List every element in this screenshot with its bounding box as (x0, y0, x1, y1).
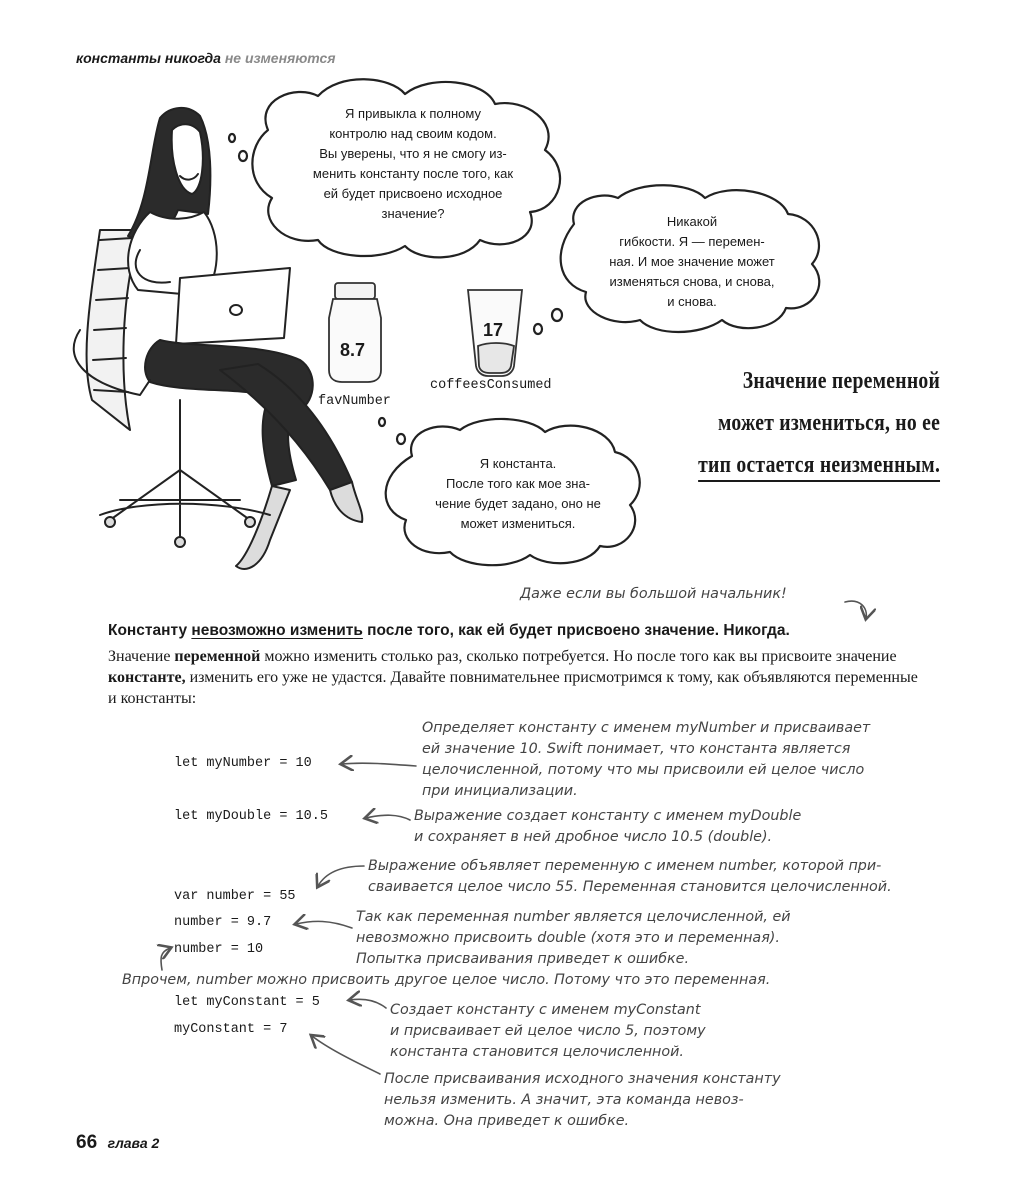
page-footer (76, 1132, 159, 1154)
annotation-arrows (0, 580, 1036, 1080)
heading-underlined: невозможно изменить (191, 622, 363, 639)
header-light: не изменяются (224, 50, 336, 66)
header-bold: константы никогда (76, 50, 221, 66)
code-line: myConstant = 7 (174, 1022, 288, 1037)
arrow-number-double (296, 921, 352, 928)
glass-value: 17 (483, 320, 504, 340)
note-mynumber: Определяет константу с именем myNumber и присваивает ей значение 10. Swift понимает, что константа является целочисленной, потому что мы присвоили ей целое число при инициализации. (422, 720, 871, 799)
tagline: Значение переменной может измениться, но ее тип остается неизменным. (698, 360, 940, 486)
arrow-myconstant (350, 999, 386, 1008)
note-number-var: Выражение объявляет переменную с именем number, которой при- сваивается целое число 55. Переменная становится целочисленной. (368, 858, 892, 895)
arrow-number-int (161, 948, 170, 970)
section-heading: Константу невозможно изменить после того, как ей будет присвоено значение. Никогда. (108, 622, 790, 639)
code-line: number = 9.7 (174, 915, 272, 930)
jar-label: favNumber (318, 394, 391, 409)
boss-note: Даже если вы большой начальник! (520, 586, 787, 602)
chapter-label: глава 2 (107, 1135, 160, 1151)
body-paragraph: Значение переменной можно изменить столько раз, сколько потребуется. Но после того как вы присвоите значение константе, изменить его уже не удастся. Давайте повнимательнее присмотримся к тому, как объявляются переменные и константы: (108, 648, 918, 707)
code-line: let myNumber = 10 (174, 756, 312, 771)
code-line: let myDouble = 10.5 (174, 809, 328, 824)
woman-thought-text: Я привыкла к полному контролю над своим кодом. Вы уверены, что я не смогу из- менить константу после того, как ей будет присвоено исходное значение? (312, 106, 514, 221)
note-number-int: Впрочем, number можно присвоить другое целое число. Потому что это переменная. (122, 972, 771, 988)
arrow-constant-error (312, 1036, 380, 1074)
page-number: 66 (76, 1132, 98, 1153)
arrow-number-var (318, 866, 364, 886)
code-line: number = 10 (174, 942, 264, 957)
note-myconstant: Создает константу с именем myConstant и присваивает ей целое число 5, поэтому константа становится целочисленной. (390, 1002, 706, 1060)
note-mydouble: Выражение создает константу с именем myDouble и сохраняет в ней дробное число 10.5 (double). (414, 808, 802, 845)
variable-thought-text: Никакой гибкости. Я — перемен- ная. И мое значение может изменяться снова, и снова, и снова. (609, 214, 775, 309)
jar-value: 8.7 (340, 340, 366, 360)
tagline-underlined: тип остается неизменным. (698, 452, 940, 482)
arrow-boss-note (845, 601, 866, 618)
constant-thought-text: Я константа. После того как мое зна- чение будет задано, оно не может измениться. (435, 456, 601, 531)
arrow-mynumber (342, 763, 416, 766)
jar-icon (329, 283, 381, 382)
code-line: var number = 55 (174, 889, 296, 904)
code-line: let myConstant = 5 (174, 995, 320, 1010)
glass-label: coffeesConsumed (430, 378, 552, 393)
note-constant-error: После присваивания исходного значения константу нельзя изменить. А значит, эта команда невоз- можна. Она приведет к ошибке. (384, 1071, 781, 1129)
arrow-mydouble (366, 815, 410, 820)
note-number-double: Так как переменная number является целочисленной, ей невозможно присвоить double (хотя это и переменная). Попытка присваивания приведет к ошибке. (356, 909, 791, 967)
